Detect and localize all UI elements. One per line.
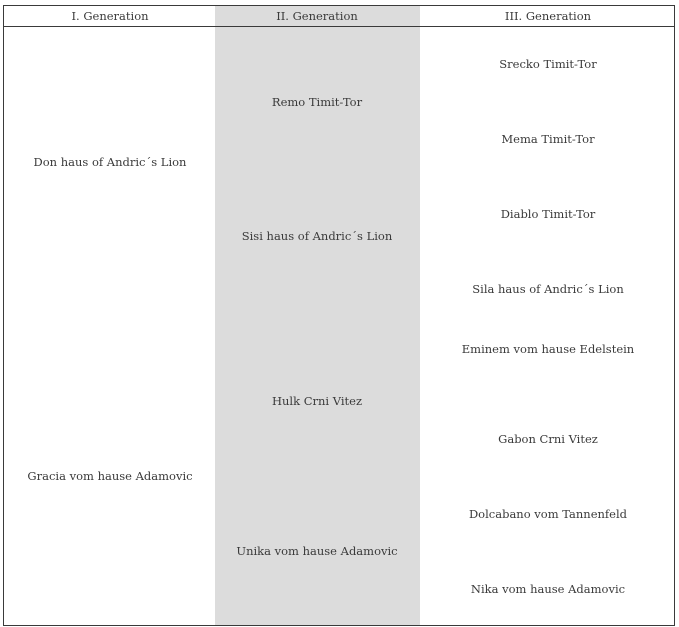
gen3-cell: Eminem vom hause Edelstein <box>461 342 635 356</box>
header-divider <box>4 26 674 27</box>
gen2-cell: Sisi haus of Andric´s Lion <box>241 229 393 243</box>
gen3-cell: Nika vom hause Adamovic <box>470 582 626 596</box>
gen3-cell: Srecko Timit-Tor <box>499 57 597 71</box>
gen1-cell: Gracia vom hause Adamovic <box>27 469 193 483</box>
gen3-cell: Dolcabano vom Tannenfeld <box>468 507 628 521</box>
header-generation-2: II. Generation <box>276 9 358 23</box>
header-generation-1: I. Generation <box>71 9 149 23</box>
gen2-cell: Unika vom hause Adamovic <box>236 544 398 558</box>
pedigree-table <box>3 5 675 626</box>
gen3-cell: Diablo Timit-Tor <box>500 207 596 221</box>
gen1-cell: Don haus of Andric´s Lion <box>33 155 187 169</box>
gen3-cell: Mema Timit-Tor <box>501 132 595 146</box>
gen2-cell: Remo Timit-Tor <box>271 95 363 109</box>
gen3-cell: Sila haus of Andric´s Lion <box>472 282 624 296</box>
gen2-cell: Hulk Crni Vitez <box>271 394 363 408</box>
gen3-cell: Gabon Crni Vitez <box>498 432 598 446</box>
header-generation-3: III. Generation <box>504 9 592 23</box>
